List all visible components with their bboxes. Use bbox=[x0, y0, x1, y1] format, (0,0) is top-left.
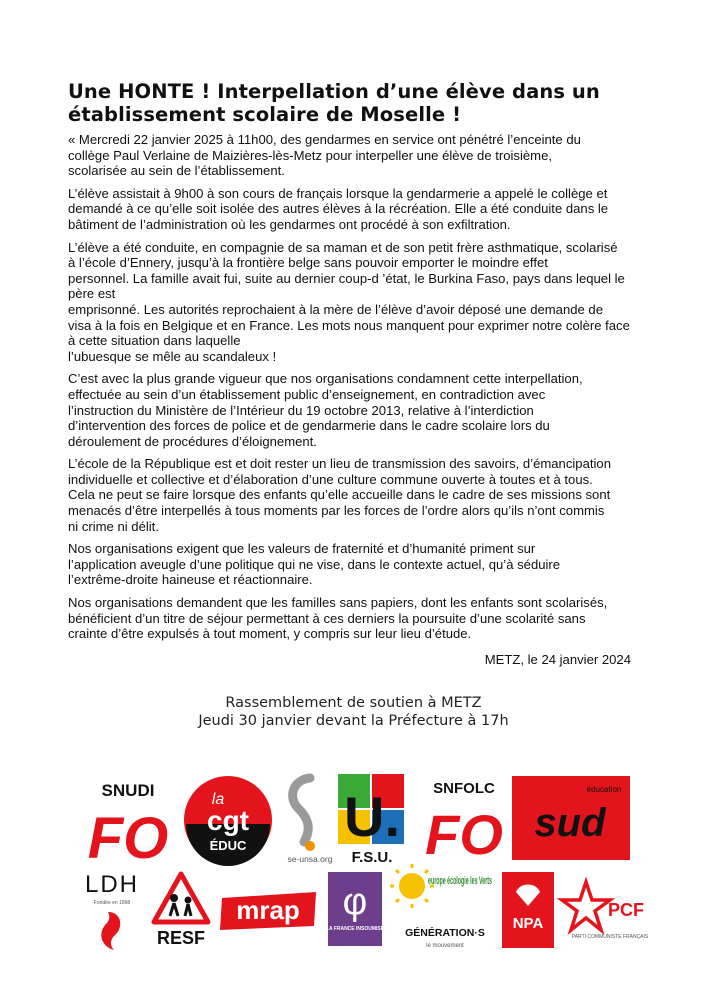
paragraph-line: visa à la fois en Belgique et en France. Les mots nous manquent pour exprimer notre colère face bbox=[68, 317, 630, 333]
paragraph-line: menacés d’être interpellés à tous moments par les forces de l’ordre alors qu’ils n’ont commis bbox=[68, 503, 605, 519]
fo-label: FO bbox=[87, 806, 169, 871]
paragraph-line: L’élève assistait à 9h00 à son cours de français lorsque la gendarmerie a appelé le collège et bbox=[68, 185, 608, 201]
rally-line: Jeudi 30 janvier devant la Préfecture à 17h bbox=[198, 713, 509, 729]
paragraph-line: l’instruction du Ministère de l’Intérieur du 19 octobre 2013, relative à l’interdiction bbox=[68, 402, 534, 418]
svg-text:U.: U. bbox=[344, 785, 400, 848]
educ-label: ÉDUC bbox=[209, 838, 247, 853]
fo-label: FO bbox=[425, 803, 503, 866]
paragraph-line: bâtiment de l’administration où les gendarmes ont procédé à son exfiltration. bbox=[68, 216, 511, 232]
lfi-logo bbox=[325, 872, 385, 946]
fsu-label: F.S.U. bbox=[351, 849, 393, 866]
paragraph-line: individuelle et collective et d’élaboration d’une culture commune ouverte à toutes et à tous. bbox=[68, 471, 593, 487]
paragraph bbox=[68, 240, 648, 365]
page-title: Une HONTE ! Interpellation d’une élève dans un établissement scolaire de Moselle ! bbox=[68, 80, 600, 126]
paragraph-line: demandé à ce qu’elle soit isolée des autres élèves à la récréation. Elle a été conduite dans le bbox=[68, 201, 609, 217]
paragraph bbox=[68, 132, 648, 179]
generations-sub-label: le mouvement bbox=[426, 943, 464, 949]
paragraph-line: bénéficient d’un titre de séjour permettant à ces derniers la poursuite d’une scolarité sans bbox=[68, 610, 586, 626]
paragraph-line: Cela ne peut se faire lorsque des enfants qu’elle accueille dans le cadre de ses missions sont bbox=[68, 487, 611, 503]
paragraph-line: C’est avec la plus grande vigueur que nos organisations condamnent cette interpellation, bbox=[68, 371, 583, 387]
paragraph bbox=[68, 186, 648, 233]
fsu-logo bbox=[336, 772, 408, 866]
paragraph-line: l’application aveugle d’une politique qui ne vise, dans le contexte actuel, qu’à séduire bbox=[68, 556, 561, 572]
paragraph-line: Nos organisations exigent que les valeurs de fraternité et d’humanité priment sur bbox=[68, 541, 536, 557]
paragraph-line: emprisonné. Les autorités reprochaient à la mère de l’élève d’avoir déposé une demande de bbox=[68, 301, 603, 317]
snfolc-fo-logo bbox=[426, 776, 502, 866]
paragraph bbox=[68, 595, 648, 642]
lfi-label: LA FRANCE INSOUMISE bbox=[325, 926, 385, 932]
paragraph bbox=[68, 371, 648, 449]
resf-logo bbox=[150, 868, 212, 950]
paragraph-line: personnel. La famille avait fui, suite au dernier coup-d ’état, le Burkina Faso, pays dans lequel le bbox=[68, 270, 625, 286]
paragraph-line: ni crime ni délit. bbox=[68, 518, 159, 534]
svg-text:φ: φ bbox=[342, 881, 368, 923]
sud-education-logo bbox=[512, 776, 630, 860]
resf-label: RESF bbox=[156, 928, 206, 948]
article-text bbox=[68, 132, 648, 642]
paragraph-line: L’école de la République est et doit rester un lieu de transmission des savoirs, d’émancipation bbox=[68, 456, 611, 472]
paragraph bbox=[68, 541, 648, 588]
generations-label: GÉNÉRATION·S bbox=[405, 927, 485, 939]
paragraph-line: L’élève a été conduite, en compagnie de sa maman et de son petit frère asthmatique, scolarisé bbox=[68, 239, 618, 255]
ldh-logo bbox=[84, 866, 148, 952]
paragraph bbox=[68, 456, 648, 534]
pcf-label: PCF bbox=[608, 900, 644, 920]
partner-logos bbox=[60, 760, 660, 960]
mrap-label: mrap bbox=[236, 895, 300, 925]
eelv-label: europe écologie les Verts bbox=[428, 875, 492, 887]
eelv-generations-logo bbox=[390, 864, 500, 954]
paragraph-line: scolarisée au sein de l’établissement. bbox=[68, 163, 285, 179]
se-unsa-label: se-unsa.org bbox=[287, 854, 333, 864]
npa-label: NPA bbox=[512, 915, 544, 932]
se-unsa-logo bbox=[282, 774, 338, 866]
snudi-fo-logo bbox=[87, 778, 170, 871]
ldh-sub-label: Fondée en 1898 bbox=[93, 900, 131, 906]
ldh-label: LDH bbox=[84, 871, 140, 898]
paragraph-line: effectuée au sein d’un établissement public d’enseignement, en contradiction avec bbox=[68, 386, 546, 402]
sud-education-label: éducation bbox=[586, 785, 622, 794]
sud-label: sud bbox=[534, 801, 606, 845]
snfolc-label: SNFOLC bbox=[433, 780, 495, 797]
snudi-label: SNUDI bbox=[101, 781, 155, 800]
paragraph-line: crainte d’être expulsés à tout moment, y compris sur leur lieu d’étude. bbox=[68, 626, 472, 642]
cgt-la-label: la bbox=[211, 791, 225, 808]
paragraph-line: à l’école d’Ennery, jusqu’à la frontière belge sans pouvoir emporter le moindre effet bbox=[68, 255, 548, 271]
rally-line: Rassemblement de soutien à METZ bbox=[225, 695, 482, 711]
paragraph-line: l’extrême-droite haineuse et réactionnaire. bbox=[68, 572, 313, 588]
rally-announcement bbox=[0, 694, 707, 730]
signature-date: METZ, le 24 janvier 2024 bbox=[484, 651, 631, 667]
paragraph-line: d’intervention des forces de police et de gendarmerie dans le cadre scolaire lors du bbox=[68, 418, 550, 434]
paragraph-line: l’ubuesque se mêle au scandaleux ! bbox=[68, 348, 277, 364]
paragraph-line: déroulement de procédures d’éloignement. bbox=[68, 433, 317, 449]
cgt-label: cgt bbox=[207, 805, 249, 836]
paragraph-line: « Mercredi 22 janvier 2025 à 11h00, des gendarmes en service ont pénétré l’enceinte du bbox=[68, 132, 581, 147]
paragraph-line: à cette situation dans laquelle bbox=[68, 333, 241, 349]
paragraph-line: Nos organisations demandent que les familles sans papiers, dont les enfants sont scolarisés, bbox=[68, 595, 608, 611]
mrap-logo bbox=[218, 888, 320, 932]
flyer-body bbox=[68, 80, 648, 667]
cgt-educ-logo bbox=[182, 774, 274, 866]
paragraph-line: collège Paul Verlaine de Maizières-lès-Metz pour interpeller une élève de troisième, bbox=[68, 147, 552, 163]
paragraph-line: père est bbox=[68, 286, 116, 302]
npa-logo bbox=[502, 872, 554, 948]
pcf-sub-label: PARTI COMMUNISTE FRANÇAIS bbox=[571, 934, 649, 940]
pcf-logo bbox=[560, 876, 650, 946]
